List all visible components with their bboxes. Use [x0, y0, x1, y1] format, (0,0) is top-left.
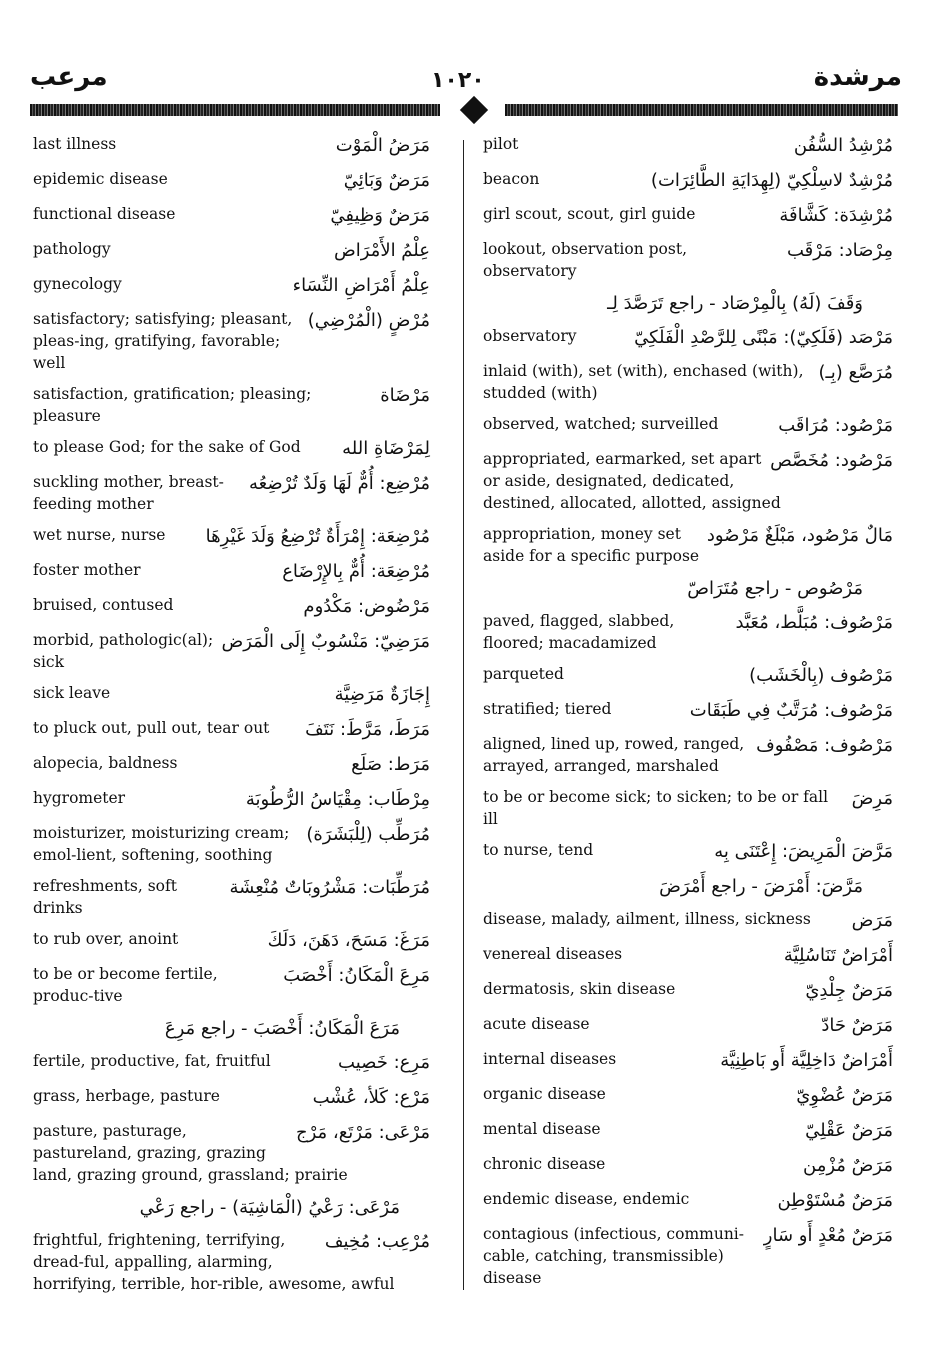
entry-english-definition: lookout, observation post, observatory	[483, 240, 687, 280]
dictionary-entry	[33, 594, 430, 620]
entry-arabic-headword: مَرْضَاة	[380, 385, 430, 406]
entry-english-definition: paved, flagged, slabbed, floored; macadamized	[483, 612, 675, 652]
entry-arabic-headword: مِرْطَاب: مِقْيَاسُ الرُّطُوبَة	[245, 789, 430, 810]
entry-english-definition: internal diseases	[483, 1050, 617, 1068]
dictionary-entry	[483, 1153, 893, 1179]
dictionary-entry	[483, 523, 893, 567]
entry-english-definition: morbid, pathologic(al); sick	[33, 631, 214, 671]
entry-english-definition: grass, herbage, pasture	[33, 1087, 220, 1105]
dictionary-entry	[33, 383, 430, 427]
dictionary-entry	[33, 559, 430, 585]
dictionary-entry	[33, 787, 430, 813]
dictionary-entry	[33, 308, 430, 374]
entry-english-definition: to pluck out, pull out, tear out	[33, 719, 270, 737]
dictionary-entry	[33, 717, 430, 743]
dictionary-entry	[483, 943, 893, 969]
dictionary-entry	[483, 610, 893, 654]
entry-english-definition: inlaid (with), set (with), enchased (with), studded (with)	[483, 362, 804, 402]
dictionary-crossref: مَرْعَى: رَعْيُ (الْمَاشِيَة) - راجع رَعْي	[139, 1197, 400, 1218]
dictionary-entry	[483, 1048, 893, 1074]
dictionary-crossref: مَرَعَ الْمَكَانُ: أَخْصَبَ - راجع مَرِعَ	[164, 1018, 400, 1039]
entry-english-definition: aligned, lined up, rowed, ranged, arrayed, arranged, marshaled	[483, 735, 745, 775]
dictionary-entry	[33, 273, 430, 299]
dictionary-entry	[33, 629, 430, 673]
entry-english-definition: beacon	[483, 170, 540, 188]
entry-arabic-headword: مَرْصُوف (بِالْخَشَب)	[749, 665, 893, 686]
dictionary-entry	[33, 168, 430, 194]
entry-english-definition: dermatosis, skin disease	[483, 980, 676, 998]
entry-english-definition: appropriation, money set aside for a specific purpose	[483, 525, 700, 565]
dictionary-entry	[483, 1188, 893, 1214]
entry-arabic-headword: مُرْشِدُ السُّفُن	[793, 135, 893, 156]
entry-english-definition: acute disease	[483, 1015, 590, 1033]
entry-arabic-headword: مَرَضٌ مُزْمِن	[803, 1155, 893, 1176]
entry-arabic-headword: عِلْمُ الأَمْرَاض	[333, 240, 430, 261]
entry-arabic-headword: عِلْمُ أَمْرَاضِ النِّسَاء	[292, 275, 430, 296]
entry-arabic-headword: مَرْصُوف: مُبَلَّط، مُعَبَّد	[735, 612, 893, 633]
entry-arabic-headword: مَرَضٌ وَظِيفِيّ	[330, 205, 430, 226]
entry-arabic-headword: مُرْعِب: مُخِيف	[324, 1231, 430, 1252]
entry-arabic-headword: مَرِع: خَصِيب	[338, 1052, 430, 1073]
entry-arabic-headword: مَرَضٌ وَبَائِيّ	[343, 170, 430, 191]
entry-english-definition: venereal diseases	[483, 945, 623, 963]
dictionary-entry	[483, 448, 893, 514]
dictionary-entry	[33, 928, 430, 954]
entry-arabic-headword: مَرْعَى: مَرْتَع، مَرْج	[296, 1122, 430, 1143]
entry-english-definition: moisturizer, moisturizing cream; emol-lient, softening, soothing	[33, 824, 290, 864]
entry-arabic-headword: مَرْصُوف: مُرَتَّبٌ فِي طَبَقَات	[689, 700, 893, 721]
dictionary-entry	[33, 133, 430, 159]
entry-english-definition: mental disease	[483, 1120, 601, 1138]
entry-arabic-headword: مَرَضٌ عُضْوِيّ	[796, 1085, 893, 1106]
dictionary-entry	[33, 752, 430, 778]
entry-arabic-headword: مَرَضٌ عَقْلِيّ	[805, 1120, 893, 1141]
dictionary-crossref: وَقَفَ (لَهُ) بِالْمِرْصَاد - راجع تَرَصَّدَ لِـ	[607, 293, 863, 314]
entry-english-definition: satisfactory; satisfying; pleasant, pleas-ing, gratifying, favorable; well	[33, 310, 293, 372]
dictionary-entry	[483, 1223, 893, 1289]
entry-arabic-headword: مَرَطَ، مَرَّطَ: نَتَفَ	[305, 719, 430, 740]
dictionary-entry	[483, 733, 893, 777]
entry-arabic-headword: مَرْصُود: مُخَصَّص	[770, 450, 893, 471]
dictionary-entry	[483, 203, 893, 229]
entry-arabic-headword: مَرْصُوف: مَصْفُوف	[756, 735, 893, 756]
dictionary-entry	[33, 203, 430, 229]
entry-arabic-headword: مَرِعَ الْمَكَانُ: أَخْصَبَ	[283, 965, 430, 986]
dictionary-entry	[33, 875, 430, 919]
entry-arabic-headword: مُرْشِدٌ لاسِلْكِيّ (لِهِدَايَةِ الطَّائِرَات)	[650, 170, 893, 191]
dictionary-entry	[33, 1120, 430, 1186]
header-right-guide-word: مرشدة	[813, 62, 902, 92]
entry-english-definition: endemic disease, endemic	[483, 1190, 690, 1208]
entry-arabic-headword: مَرَط: صَلَع	[351, 754, 430, 775]
entry-arabic-headword: أَمْرَاضٌ دَاخِلِيَّة أَو بَاطِنِيَّة	[720, 1050, 893, 1071]
entry-english-definition: parqueted	[483, 665, 564, 683]
entry-english-definition: girl scout, scout, girl guide	[483, 205, 696, 223]
header-rule-right	[505, 104, 898, 116]
entry-english-definition: observatory	[483, 327, 577, 345]
entry-arabic-headword: مُرْضِعَة: أُمٌّ بِالإِرْضَاع	[282, 561, 430, 582]
dictionary-entry	[483, 978, 893, 1004]
header-left-guide-word: مرعب	[30, 62, 108, 92]
dictionary-entry	[33, 1085, 430, 1111]
right-column	[483, 133, 893, 1298]
entry-english-definition: bruised, contused	[33, 596, 174, 614]
entry-english-definition: frightful, frightening, terrifying, dread-ful, appalling, alarming, horrifying, terrible, hor-rible, awesome, awful	[33, 1231, 395, 1293]
entry-arabic-headword: إِجَازَةٌ مَرَضِيَّة	[334, 684, 430, 705]
entry-english-definition: functional disease	[33, 205, 176, 223]
dictionary-entry	[33, 436, 430, 462]
dictionary-entry	[483, 133, 893, 159]
entry-arabic-headword: مَرَضٌ جِلْدِيّ	[805, 980, 893, 1001]
dictionary-entry	[33, 963, 430, 1007]
entry-arabic-headword: مَرَضِيّ: مَنْسُوبٌ إِلَى الْمَرَض	[221, 631, 430, 652]
entry-english-definition: organic disease	[483, 1085, 606, 1103]
entry-arabic-headword: مُرْضِع: أُمٌّ لَهَا وَلَدٌ تُرْضِعُه	[249, 473, 430, 494]
entry-arabic-headword: لِمَرْضَاةِ الله	[342, 438, 430, 459]
entry-arabic-headword: مُرَطِّبَات: مَشْرُوبَاتٌ مُنْعِشَة	[229, 877, 430, 898]
entry-english-definition: last illness	[33, 135, 117, 153]
dictionary-entry	[33, 238, 430, 264]
entry-arabic-headword: مَرَضُ الْمَوْت	[335, 135, 430, 156]
entry-arabic-headword: مُرَطِّب (لِلْبَشَرَة)	[306, 824, 430, 845]
entry-arabic-headword: مُرْضٍ (الْمُرْضِي)	[307, 310, 430, 331]
dictionary-entry	[33, 682, 430, 708]
entry-english-definition: stratified; tiered	[483, 700, 612, 718]
entry-arabic-headword: مِرْصَاد: مَرْقَب	[787, 240, 893, 261]
entry-arabic-headword: مَرْصَد (فَلَكِيّ): مَبْنًى لِلرَّصْدِ الْفَلَكِيّ	[634, 327, 893, 348]
entry-arabic-headword: مَالٌ مَرْصُود، مَبْلَغٌ مَرْصُود	[706, 525, 893, 546]
entry-arabic-headword: مَرَض	[851, 910, 893, 931]
dictionary-crossref: مَرْصُوص - راجع مُتَرَاصّ	[687, 578, 863, 599]
header-diamond-ornament	[460, 96, 488, 124]
dictionary-entry	[483, 698, 893, 724]
entry-english-definition: disease, malady, ailment, illness, sickness	[483, 910, 811, 928]
entry-arabic-headword: مَرَغَ: مَسَحَ، دَهَنَ، دَلَكَ	[267, 930, 430, 951]
entry-english-definition: wet nurse, nurse	[33, 526, 166, 544]
entry-english-definition: pilot	[483, 135, 519, 153]
entry-english-definition: to nurse, tend	[483, 841, 594, 859]
dictionary-entry	[33, 1050, 430, 1076]
entry-english-definition: sick leave	[33, 684, 111, 702]
entry-arabic-headword: مَرْضُوض: مَكْدُوم	[303, 596, 430, 617]
entry-arabic-headword: مُرَصَّع (بِـ)	[818, 362, 893, 383]
entry-english-definition: fertile, productive, fat, fruitful	[33, 1052, 271, 1070]
entry-english-definition: pathology	[33, 240, 111, 258]
entry-english-definition: alopecia, baldness	[33, 754, 178, 772]
entry-english-definition: to be or become fertile, produc-tive	[33, 965, 218, 1005]
entry-english-definition: refreshments, soft drinks	[33, 877, 177, 917]
dictionary-entry	[483, 360, 893, 404]
dictionary-entry	[483, 786, 893, 830]
entry-arabic-headword: مَرَضٌ مُعْدٍ أَو سَارٍ	[763, 1225, 893, 1246]
entry-english-definition: pasture, pasturage, pastureland, grazing, grazing land, grazing ground, grassland; prairie	[33, 1122, 348, 1184]
entry-english-definition: to please God; for the sake of God	[33, 438, 301, 456]
dictionary-entry	[483, 238, 893, 282]
entry-arabic-headword: مَرْصُود: مُرَاقَب	[778, 415, 893, 436]
dictionary-entry	[483, 839, 893, 865]
dictionary-entry	[483, 1013, 893, 1039]
dictionary-entry	[483, 1118, 893, 1144]
entry-arabic-headword: مَرَّضَ الْمَرِيضَ: إِعْتَنَى بِه	[714, 841, 893, 862]
entry-english-definition: observed, watched; surveilled	[483, 415, 719, 433]
entry-english-definition: suckling mother, breast-feeding mother	[33, 473, 224, 513]
left-column	[33, 133, 430, 1304]
entry-english-definition: gynecology	[33, 275, 122, 293]
entry-english-definition: to be or become sick; to sicken; to be or fall ill	[483, 788, 829, 828]
dictionary-entry	[33, 1229, 430, 1295]
dictionary-entry	[483, 663, 893, 689]
entry-arabic-headword: مَرَضٌ حَادّ	[821, 1015, 893, 1036]
entry-english-definition: appropriated, earmarked, set apart or aside, designated, dedicated, destined, allocated, allotted, assigned	[483, 450, 781, 512]
entry-arabic-headword: مَرِضَ	[851, 788, 893, 809]
dictionary-entry	[483, 325, 893, 351]
dictionary-entry	[483, 1083, 893, 1109]
page-number: ١٠٢٠	[431, 68, 485, 93]
entry-english-definition: chronic disease	[483, 1155, 606, 1173]
header-rule-left	[30, 104, 440, 116]
dictionary-entry	[483, 168, 893, 194]
dictionary-entry	[33, 822, 430, 866]
entry-arabic-headword: مُرْشِدَة: كَشَّافَة	[779, 205, 893, 226]
entry-english-definition: satisfaction, gratification; pleasing; pleasure	[33, 385, 312, 425]
dictionary-entry	[33, 524, 430, 550]
dictionary-entry	[483, 908, 893, 934]
dictionary-entry	[483, 413, 893, 439]
entry-arabic-headword: مَرْع: كَلأ، عُشْب	[312, 1087, 430, 1108]
entry-arabic-headword: مَرَضٌ مُسْتَوْطِن	[777, 1190, 893, 1211]
entry-arabic-headword: مُرْضِعَة: إِمْرَأَةٌ تُرْضِعُ وَلَدَ غَيْرِهَا	[205, 526, 430, 547]
entry-english-definition: epidemic disease	[33, 170, 168, 188]
dictionary-crossref: مَرَّضَ: أَمْرَضَ - راجع أَمْرَضَ	[659, 876, 863, 897]
entry-english-definition: contagious (infectious, communi-cable, catching, transmissible) disease	[483, 1225, 744, 1287]
entry-english-definition: hygrometer	[33, 789, 126, 807]
dictionary-entry	[33, 471, 430, 515]
entry-english-definition: to rub over, anoint	[33, 930, 179, 948]
entry-english-definition: foster mother	[33, 561, 141, 579]
column-divider	[463, 140, 464, 1290]
entry-arabic-headword: أَمْرَاضٌ تَنَاسُلِيَّة	[783, 945, 893, 966]
